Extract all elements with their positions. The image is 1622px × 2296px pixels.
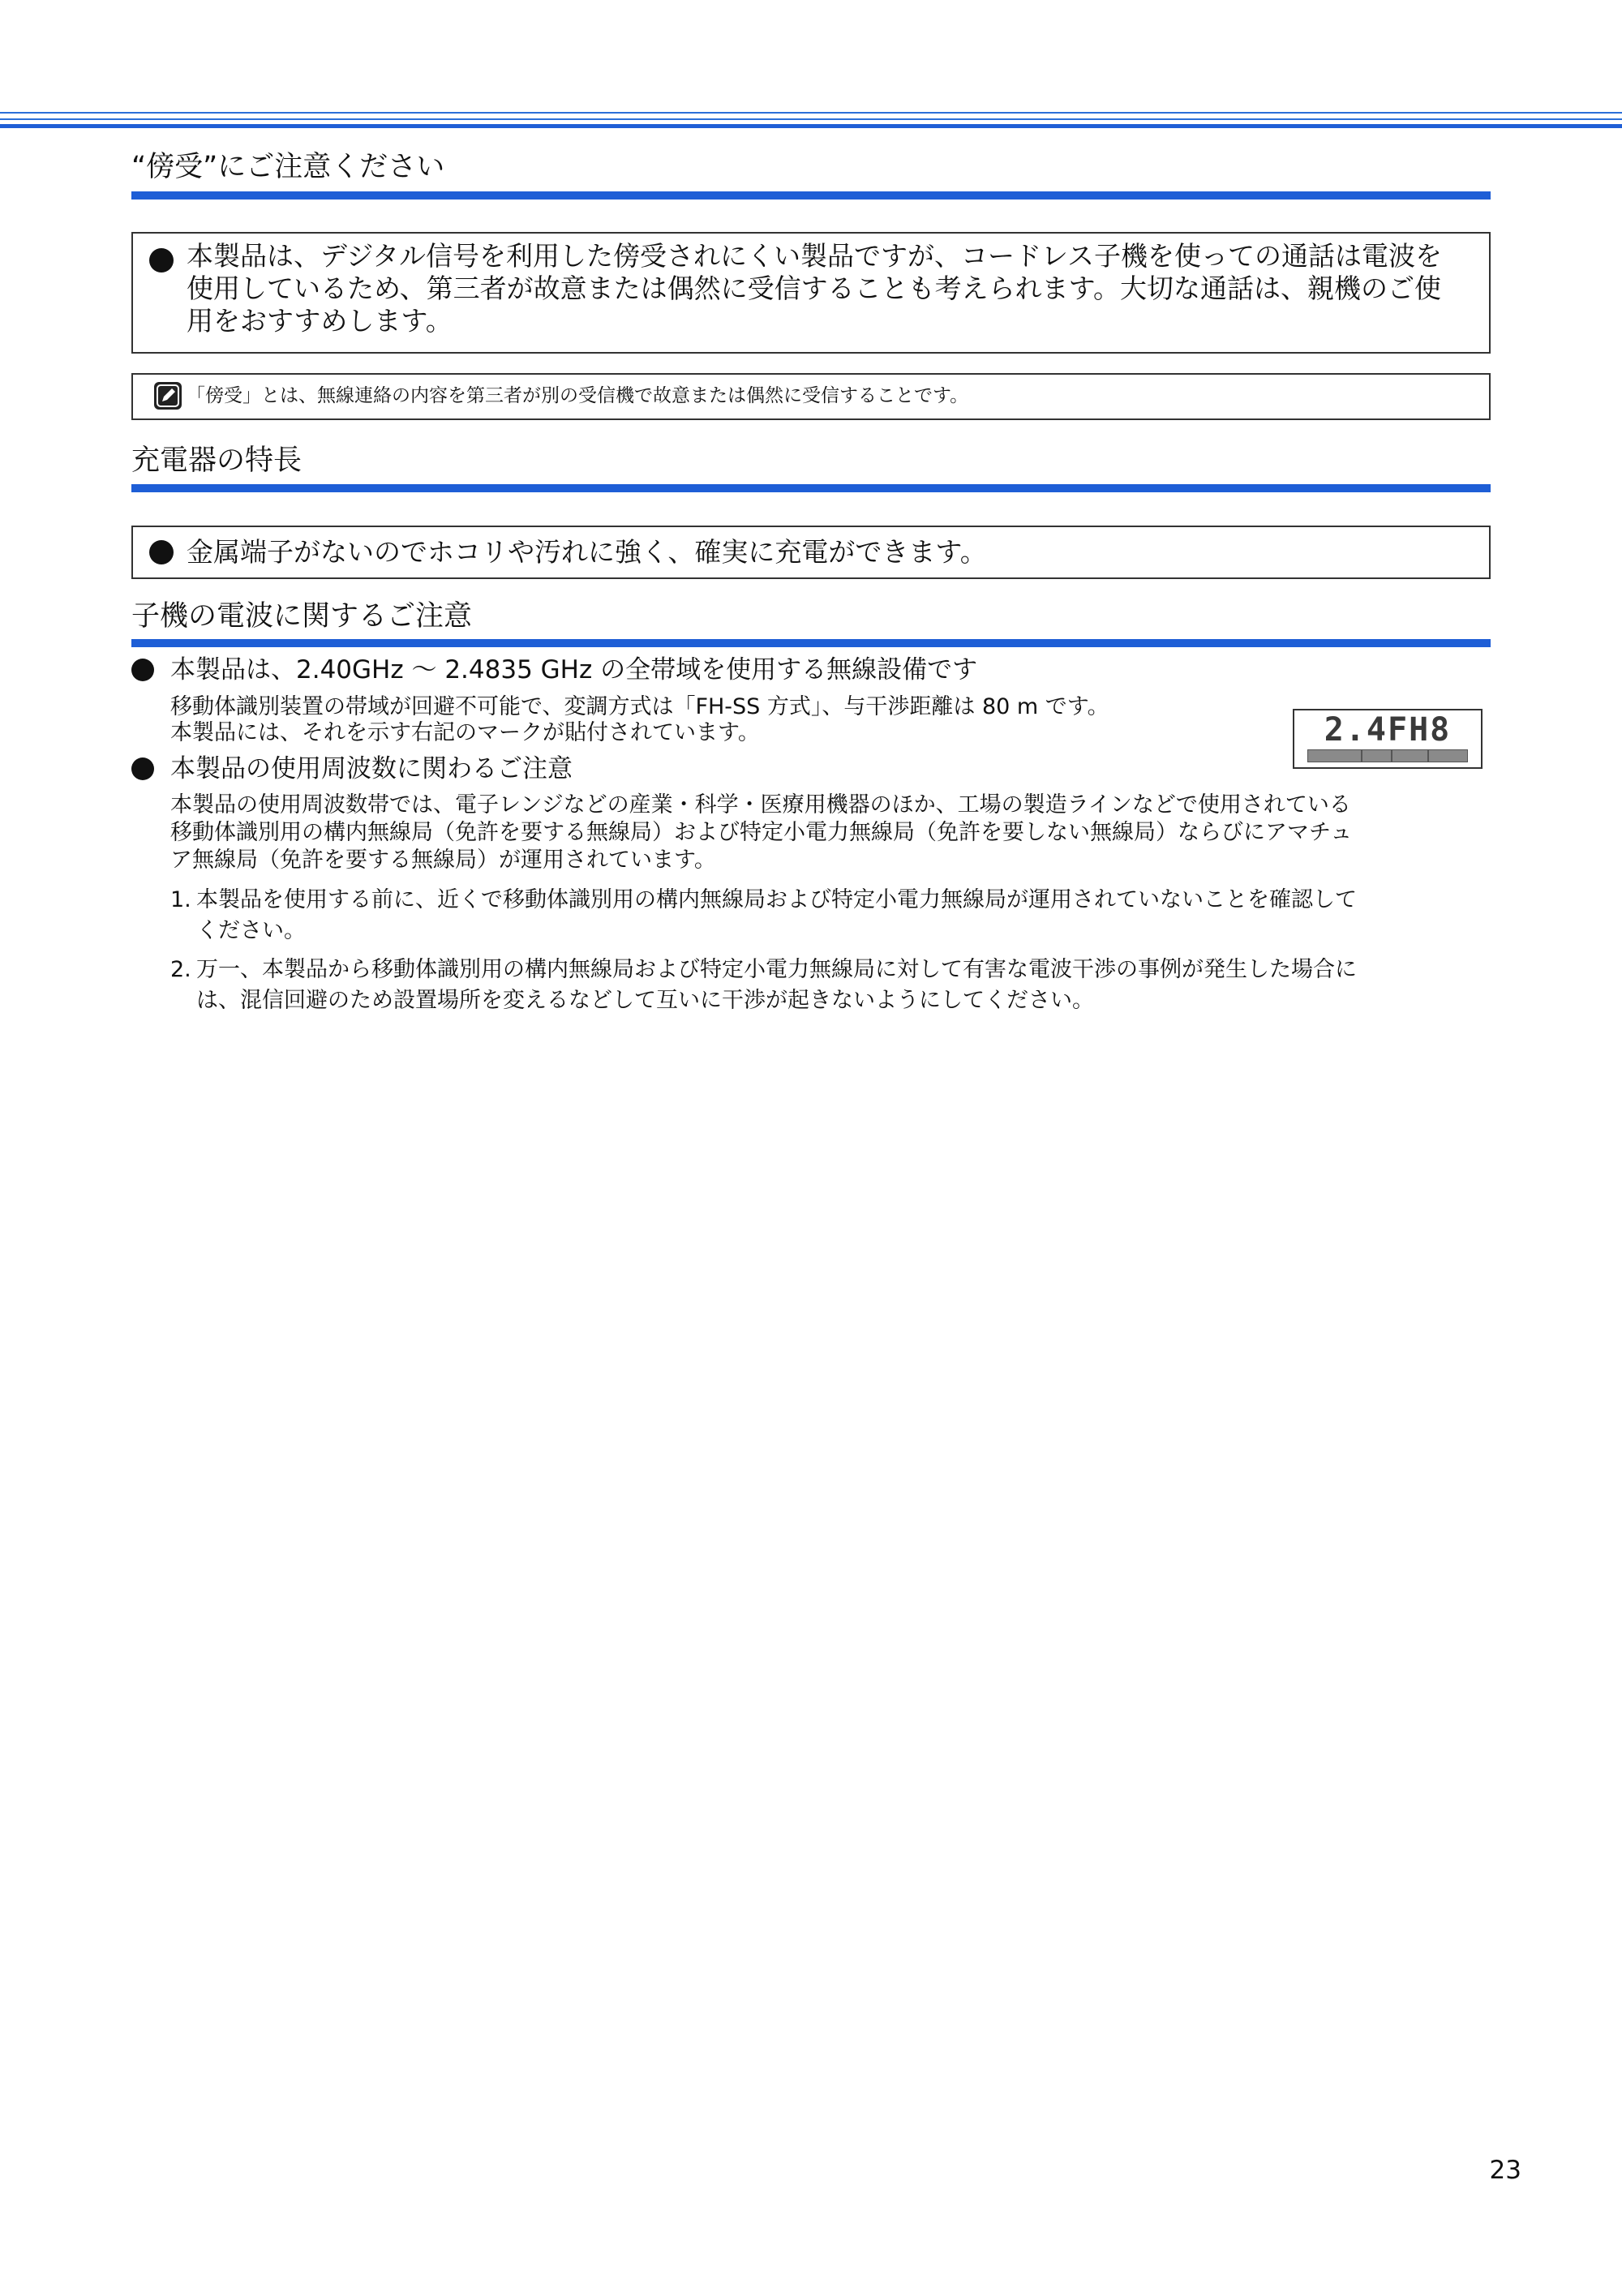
step-line: 本製品を使用する前に、近くで移動体識別用の構内無線局および特定小電力無線局が運用されていないことを確認して [196,887,1357,912]
frequency-mark-label: 2.4FH8 [1324,711,1452,749]
frequency-mark-divider [1427,750,1429,762]
radio-item1-line: 本製品には、それを示す右記のマークが貼付されています。 [170,720,760,745]
frequency-mark-divider [1391,750,1392,762]
page-number: 23 [1489,2156,1521,2185]
header-rule-thin-2 [0,118,1622,120]
bullet-icon [131,659,154,681]
warning-line: 使用しているため、第三者が故意または偶然に受信することも考えられます。大切な通話は、親機のご使 [187,273,1442,304]
section-bar-charger [131,484,1491,492]
interception-warning-box [131,232,1491,354]
section-title-radio: 子機の電波に関するご注意 [131,600,473,633]
frequency-mark-2-4fh8 [1293,709,1483,769]
interception-note-box [131,373,1491,420]
frequency-mark-divider [1361,750,1362,762]
charger-feature-text: 金属端子がないのでホコリや汚れに強く、確実に充電ができます。 [187,536,987,568]
frequency-mark-bar [1307,749,1468,762]
radio-item2-line: 移動体識別用の構内無線局（免許を要する無線局）および特定小電力無線局（免許を要しない無線局）ならびにアマチュ [170,820,1353,845]
charger-feature-box [131,526,1491,579]
radio-item2-line: 本製品の使用周波数帯では、電子レンジなどの産業・科学・医療用機器のほか、工場の製造ラインなどで使用されている [170,792,1351,818]
radio-item2-heading: 本製品の使用周波数に関わるご注意 [170,754,573,783]
section-title-interception: “傍受”にご注意ください [131,151,445,183]
radio-item1-line: 移動体識別装置の帯域が回避不可能で、変調方式は「FH-SS 方式」、与干渉距離は 80 m です。 [170,694,1109,719]
step-number: 1. [170,887,191,912]
section-bar-radio [131,639,1491,647]
step-number: 2. [170,957,191,982]
header-rule-thick [0,124,1622,128]
interception-note-text: 「傍受」とは、無線連絡の内容を第三者が別の受信機で故意または偶然に受信することです。 [187,385,969,406]
header-rule-thin [0,112,1622,114]
section-bar-interception [131,191,1491,200]
radio-item2-line: ア無線局（免許を要する無線局）が運用されています。 [170,848,716,873]
warning-line: 用をおすすめします。 [187,305,453,337]
interception-warning-text [187,240,1478,337]
note-pencil-icon [154,382,182,410]
bullet-icon [131,757,154,780]
step-line: ください。 [196,918,306,943]
radio-item1-heading: 本製品は、2.40GHz ～ 2.4835 GHz の全帯域を使用する無線設備です [170,655,978,685]
warning-line: 本製品は、デジタル信号を利用した傍受されにくい製品ですが、コードレス子機を使っての通話は電波を [187,240,1443,272]
section-title-charger: 充電器の特長 [131,444,303,477]
bullet-icon [149,540,174,564]
bullet-icon [149,248,174,273]
step-line: 万一、本製品から移動体識別用の構内無線局および特定小電力無線局に対して有害な電波干渉の事例が発生した場合に [196,957,1357,982]
step-line: は、混信回避のため設置場所を変えるなどして互いに干渉が起きないようにしてください。 [196,988,1094,1013]
